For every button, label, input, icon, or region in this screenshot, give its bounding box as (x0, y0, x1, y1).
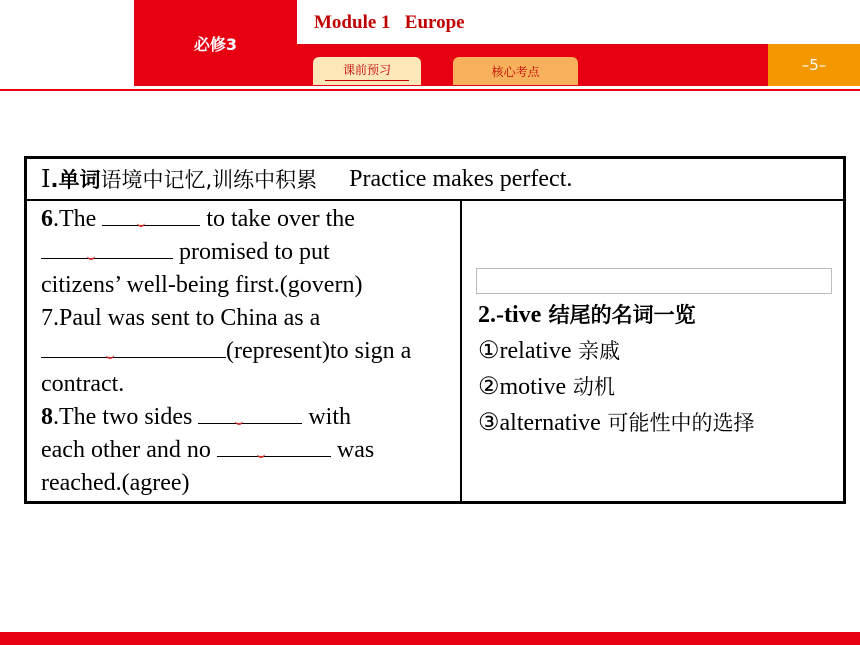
book-label: 必修3 (134, 0, 297, 86)
footer-bar (0, 632, 860, 645)
answer-blank[interactable] (41, 236, 173, 259)
line-text: promised to put (173, 239, 330, 265)
exercise-line (41, 368, 460, 401)
notes-item (478, 333, 754, 369)
line-text: reached.(agree) (41, 470, 190, 496)
line-text: .The (53, 206, 103, 232)
exercise-line (41, 236, 460, 269)
exercise-line (41, 467, 460, 500)
answer-box[interactable] (476, 268, 832, 294)
exercise-line (41, 203, 460, 236)
notes-item-en: ②motive (478, 374, 567, 400)
notes-title (478, 297, 754, 333)
exercise-line (41, 335, 460, 368)
exercise-number: 6 (41, 206, 53, 232)
notes-item-cn: 可能性中的选择 (600, 411, 755, 435)
line-text: 7.Paul was sent to China as a (41, 305, 321, 331)
notes-title-en: 2.-tive (478, 302, 542, 328)
line-text: each other and no (41, 437, 217, 463)
line-text: (represent)to sign a (226, 338, 412, 364)
line-text: .The two sides (53, 404, 199, 430)
line-text: contract. (41, 371, 125, 397)
line-text: with (302, 404, 351, 430)
line-text: to take over the (200, 206, 355, 232)
tab-preview-label: 课前预习 (325, 61, 409, 81)
answer-blank[interactable] (102, 203, 200, 226)
notes-item-en: ①relative (478, 338, 572, 364)
notes-item (478, 405, 754, 441)
notes-item-en: ③alternative (478, 410, 601, 436)
exercise-number: 8 (41, 404, 53, 430)
answer-blank[interactable] (41, 335, 226, 358)
tab-preview[interactable] (313, 57, 421, 85)
exercise-table (24, 156, 846, 504)
heading-cn: 语境中记忆,训练中积累 (100, 168, 318, 192)
exercise-line (41, 302, 460, 335)
notes-list (478, 297, 754, 441)
answer-blank[interactable] (217, 434, 331, 457)
module-title: Module 1 Europe (314, 12, 465, 33)
header-divider (0, 89, 860, 91)
table-heading (27, 159, 843, 201)
heading-numeral: Ⅰ (41, 166, 51, 193)
exercise-line (41, 269, 460, 302)
notes-item-cn: 动机 (566, 375, 615, 399)
answer-blank[interactable] (198, 401, 302, 424)
line-text: was (330, 437, 375, 463)
exercise-line (41, 401, 460, 434)
page-number: –5– (768, 44, 860, 86)
notes-title-cn: 结尾的名词一览 (541, 303, 696, 327)
notes-item (478, 369, 754, 405)
heading-en: Practice makes perfect. (349, 165, 573, 192)
exercise-line (41, 434, 460, 467)
heading-bold: .单词 (50, 168, 101, 192)
exercise-column (27, 201, 462, 501)
notes-column (462, 201, 843, 501)
line-text: citizens’ well-being first.(govern) (41, 272, 363, 298)
tab-key-points[interactable] (453, 57, 578, 85)
tab-key-points-label: 核心考点 (491, 64, 540, 79)
notes-item-cn: 亲戚 (571, 339, 621, 363)
